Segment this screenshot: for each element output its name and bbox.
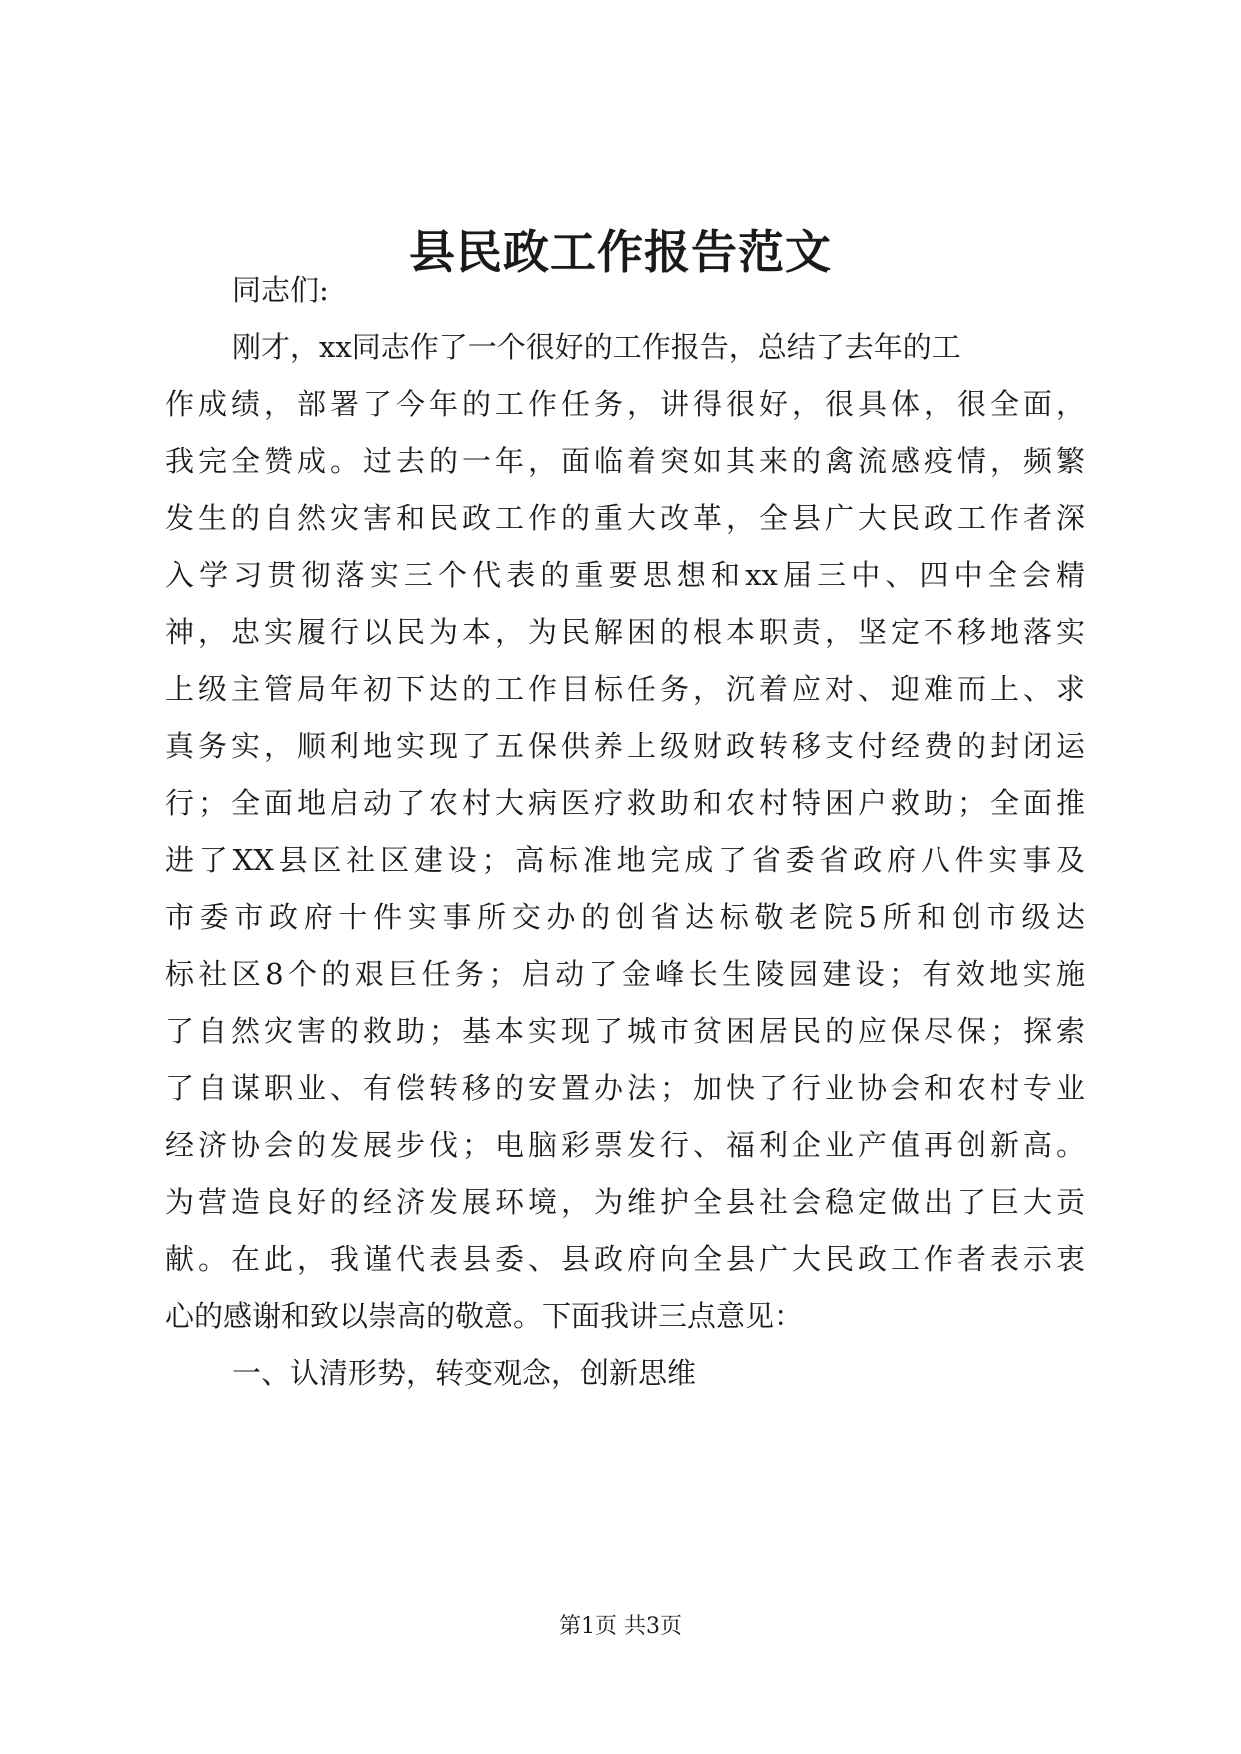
body-line: 了自然灾害的救助；基本实现了城市贫困居民的应保尽保；探索	[165, 1014, 1085, 1048]
body-line: 神，忠实履行以民为本，为民解困的根本职责，坚定不移地落实	[165, 615, 1085, 649]
body-line: 心的感谢和致以崇高的敬意。下面我讲三点意见：	[165, 1299, 804, 1333]
body-line: 行；全面地启动了农村大病医疗救助和农村特困户救助；全面推	[165, 786, 1085, 820]
body-line: 经济协会的发展步伐；电脑彩票发行、福利企业产值再创新高。	[165, 1128, 1085, 1162]
body-line: 我完全赞成。过去的一年，面临着突如其来的禽流感疫情，频繁	[165, 444, 1085, 478]
body-line: 标社区8个的艰巨任务；启动了金峰长生陵园建设；有效地实施	[165, 957, 1085, 991]
body-line: 真务实，顺利地实现了五保供养上级财政转移支付经费的封闭运	[165, 729, 1085, 763]
body-line: 刚才，xx同志作了一个很好的工作报告，总结了去年的工	[232, 330, 961, 364]
section-heading: 一、认清形势，转变观念，创新思维	[232, 1356, 697, 1390]
body-line: 入学习贯彻落实三个代表的重要思想和xx届三中、四中全会精	[165, 558, 1085, 592]
body-line: 发生的自然灾害和民政工作的重大改革，全县广大民政工作者深	[165, 501, 1085, 535]
salutation: 同志们:	[232, 273, 329, 307]
body-line: 市委市政府十件实事所交办的创省达标敬老院5所和创市级达	[165, 900, 1085, 934]
body-line: 作成绩，部署了今年的工作任务，讲得很好，很具体，很全面，	[165, 387, 1085, 421]
body-line: 进了XX县区社区建设；高标准地完成了省委省政府八件实事及	[165, 843, 1085, 877]
page-footer: 第1页 共3页	[559, 1614, 682, 1639]
body-line: 为营造良好的经济发展环境，为维护全县社会稳定做出了巨大贡	[165, 1185, 1085, 1219]
body-line: 上级主管局年初下达的工作目标任务，沉着应对、迎难而上、求	[165, 672, 1085, 706]
body-line: 献。在此，我谨代表县委、县政府向全县广大民政工作者表示衷	[165, 1242, 1085, 1276]
document-title: 县民政工作报告范文	[409, 225, 832, 279]
body-line: 了自谋职业、有偿转移的安置办法；加快了行业协会和农村专业	[165, 1071, 1085, 1105]
